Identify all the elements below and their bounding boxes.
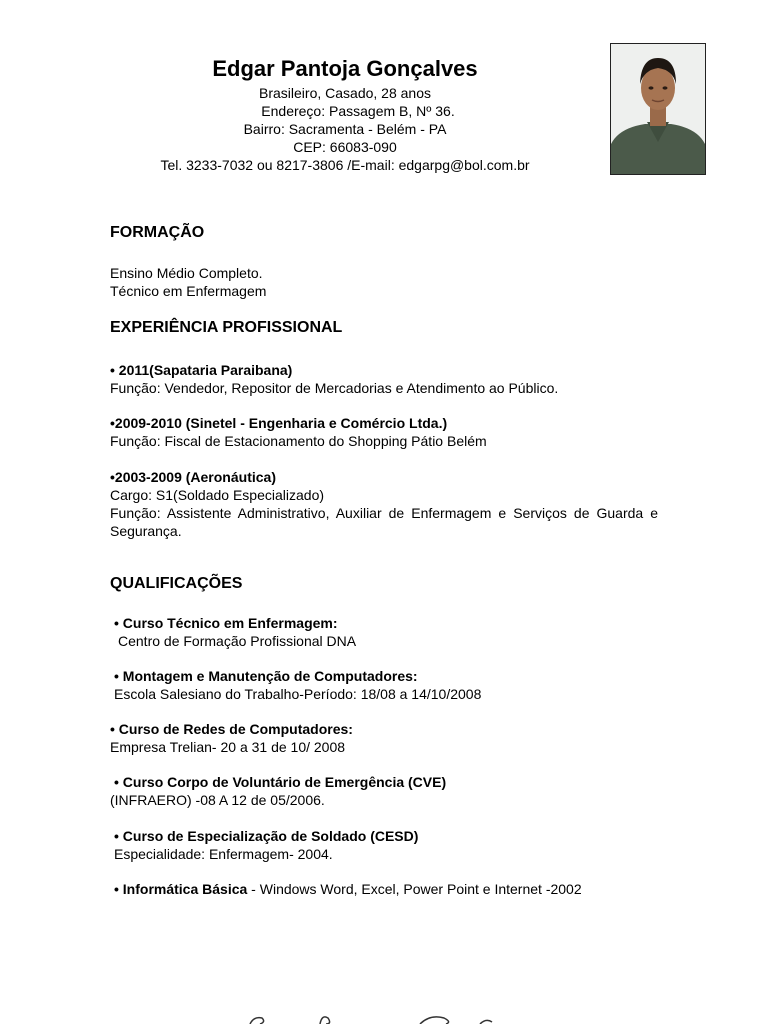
- job-detail: Função: Assistente Administrativo, Auxiliar de Enfermagem e Serviços de Guarda e Segurança.: [110, 505, 658, 539]
- qualification-detail: Centro de Formação Profissional DNA: [118, 633, 357, 649]
- qualification-detail: Empresa Trelian- 20 a 31 de 10/ 2008: [110, 739, 346, 755]
- qualification-item: [110, 720, 658, 756]
- qualification-item: [114, 880, 662, 898]
- qualification-item: [114, 614, 662, 650]
- job-detail: Função: Fiscal de Estacionamento do Shopping Pátio Belém: [110, 433, 487, 449]
- formacao-item: Técnico em Enfermagem: [110, 283, 267, 299]
- job-detail: Função: Vendedor, Repositor de Mercadorias e Atendimento ao Público.: [110, 380, 559, 396]
- job-header: •2003-2009 (Aeronáutica): [110, 469, 276, 485]
- qualification-header: • Curso Corpo de Voluntário de Emergência (CVE): [114, 774, 447, 790]
- qualification-detail: - Windows Word, Excel, Power Point e Internet -2002: [247, 881, 582, 897]
- qualification-item: [110, 773, 658, 809]
- section-title-qualificacoes: QUALIFICAÇÕES: [110, 575, 243, 592]
- formacao-item: Ensino Médio Completo.: [110, 265, 263, 281]
- section-title-experiencia: EXPERIÊNCIA PROFISSIONAL: [110, 319, 343, 336]
- qualification-detail: Escola Salesiano do Trabalho-Período: 18/08 a 14/10/2008: [114, 686, 482, 702]
- qualification-detail: (INFRAERO) -08 A 12 de 05/2006.: [110, 792, 325, 808]
- qualification-detail: Especialidade: Enfermagem- 2004.: [114, 846, 333, 862]
- qualification-header: • Curso de Redes de Computadores:: [110, 721, 353, 737]
- person-name: Edgar Pantoja Gonçalves: [212, 56, 478, 81]
- neighborhood-line: Bairro: Sacramenta - Belém - PA: [243, 121, 447, 137]
- qualification-header: • Montagem e Manutenção de Computadores:: [114, 668, 418, 684]
- job-entry: [110, 468, 658, 540]
- qualification-header: • Informática Básica: [114, 881, 248, 897]
- personal-info: Brasileiro, Casado, 28 anos: [259, 85, 431, 101]
- contact-line: Tel. 3233-7032 ou 8217-3806 /E-mail: edgarpg@bol.com.br: [160, 157, 530, 173]
- profile-photo: [610, 43, 706, 175]
- address-line: Endereço: Passagem B, Nº 36.: [261, 103, 455, 119]
- formacao-list: [110, 264, 658, 300]
- qualification-item: [114, 827, 662, 863]
- job-entry: [110, 361, 658, 397]
- cep-line: CEP: 66083-090: [293, 139, 397, 155]
- signature-icon: [230, 1004, 510, 1024]
- job-entry: [110, 414, 658, 450]
- job-detail: Cargo: S1(Soldado Especializado): [110, 487, 325, 503]
- qualification-item: [114, 667, 662, 703]
- signature: [230, 1004, 510, 1024]
- section-title-formacao: FORMAÇÃO: [110, 224, 205, 241]
- person-photo-illustration: [611, 44, 705, 174]
- job-header: •2009-2010 (Sinetel - Engenharia e Comércio Ltda.): [110, 415, 448, 431]
- header-block: [110, 56, 580, 174]
- qualification-header: • Curso de Especialização de Soldado (CESD): [114, 828, 419, 844]
- qualification-header: • Curso Técnico em Enfermagem:: [114, 615, 338, 631]
- job-header: • 2011(Sapataria Paraibana): [110, 362, 293, 378]
